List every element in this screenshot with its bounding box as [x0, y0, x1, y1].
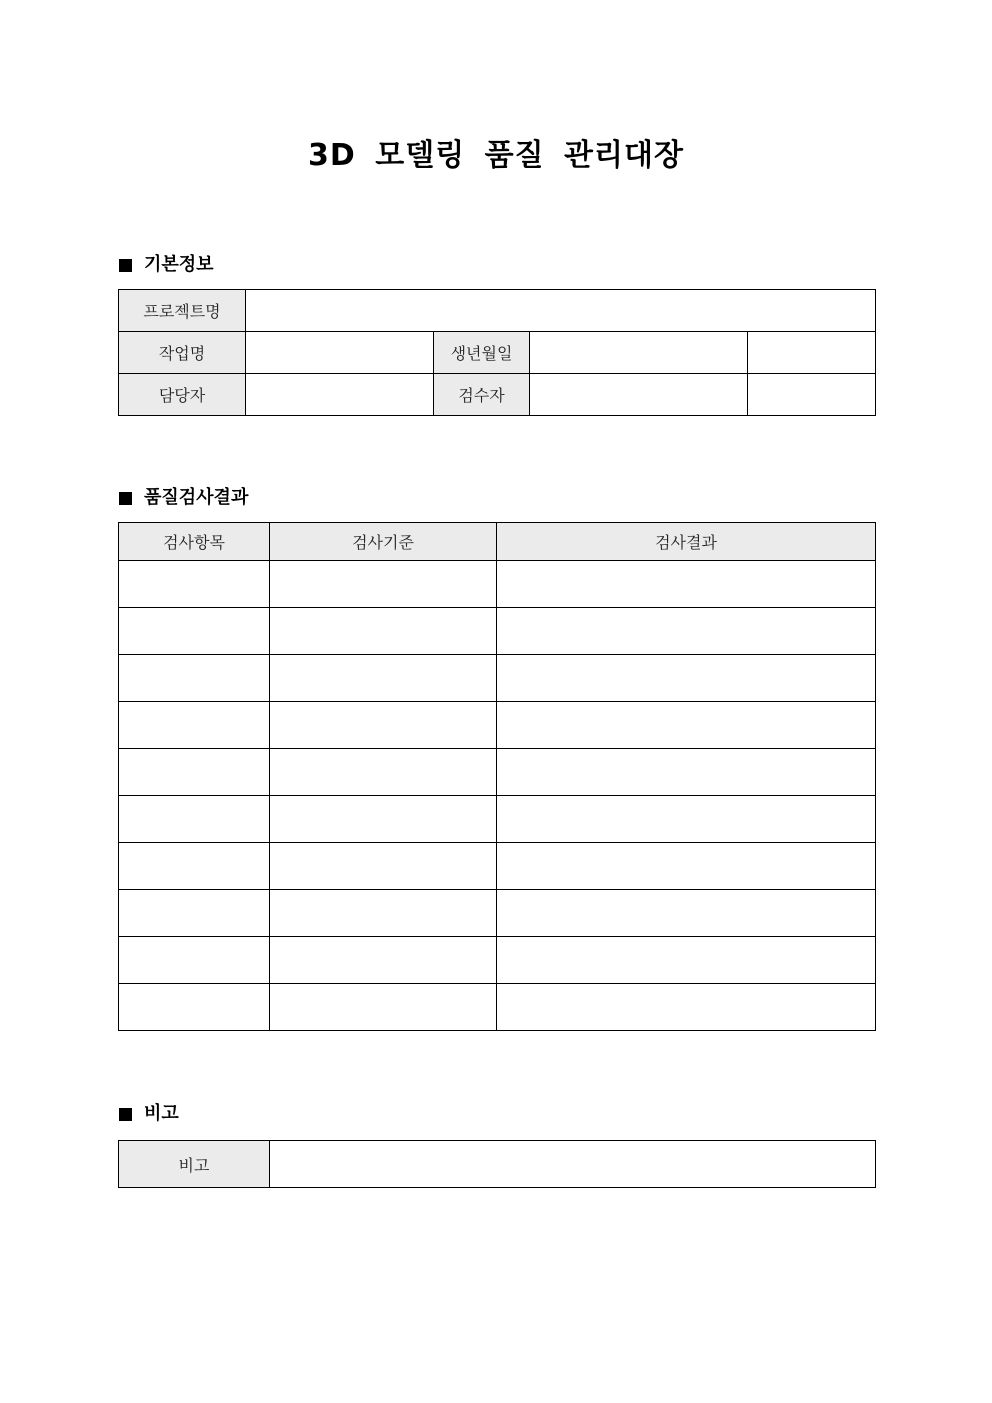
- inspector-label: 검수자: [434, 374, 530, 416]
- inspection-result-cell[interactable]: [497, 843, 876, 890]
- inspection-result-cell[interactable]: [497, 608, 876, 655]
- inspection-criteria-cell[interactable]: [270, 984, 497, 1031]
- inspection-criteria-cell[interactable]: [270, 608, 497, 655]
- section-heading-basic-info: [119, 253, 214, 277]
- section-heading-quality-results: [119, 486, 248, 510]
- task-name-field[interactable]: [246, 332, 434, 374]
- table-row: [119, 984, 876, 1031]
- birth-date-label: 생년월일: [434, 332, 530, 374]
- inspection-result-cell[interactable]: [497, 749, 876, 796]
- extra-field-2[interactable]: [748, 374, 876, 416]
- column-header-inspection-item: 검사항목: [119, 523, 270, 561]
- inspection-criteria-cell[interactable]: [270, 561, 497, 608]
- inspection-item-cell[interactable]: [119, 890, 270, 937]
- basic-info-table: [118, 289, 876, 416]
- inspection-result-cell[interactable]: [497, 561, 876, 608]
- section-heading-label: 기본정보: [144, 254, 214, 275]
- inspection-result-cell[interactable]: [497, 796, 876, 843]
- table-row: [119, 655, 876, 702]
- inspection-item-cell[interactable]: [119, 937, 270, 984]
- section-heading-label: 품질검사결과: [144, 487, 249, 508]
- table-row: [119, 1141, 876, 1188]
- remarks-table: [118, 1140, 876, 1188]
- project-name-field[interactable]: [246, 290, 876, 332]
- square-bullet-icon: [119, 259, 132, 272]
- table-row: [119, 796, 876, 843]
- birth-date-field[interactable]: [530, 332, 748, 374]
- inspection-item-cell[interactable]: [119, 796, 270, 843]
- inspection-item-cell[interactable]: [119, 984, 270, 1031]
- inspection-item-cell[interactable]: [119, 561, 270, 608]
- quality-results-table: [118, 522, 876, 1031]
- table-row: [119, 890, 876, 937]
- inspection-result-cell[interactable]: [497, 890, 876, 937]
- extra-field-1[interactable]: [748, 332, 876, 374]
- inspection-criteria-cell[interactable]: [270, 890, 497, 937]
- column-header-inspection-result: 검사결과: [497, 523, 876, 561]
- table-row: [119, 749, 876, 796]
- task-name-label: 작업명: [119, 332, 246, 374]
- inspection-criteria-cell[interactable]: [270, 843, 497, 890]
- inspection-criteria-cell[interactable]: [270, 796, 497, 843]
- remarks-field[interactable]: [270, 1141, 876, 1188]
- table-row: [119, 608, 876, 655]
- inspection-item-cell[interactable]: [119, 749, 270, 796]
- inspection-result-cell[interactable]: [497, 702, 876, 749]
- table-row: [119, 561, 876, 608]
- manager-label: 담당자: [119, 374, 246, 416]
- inspection-criteria-cell[interactable]: [270, 655, 497, 702]
- project-name-label: 프로젝트명: [119, 290, 246, 332]
- table-row: [119, 374, 876, 416]
- inspection-result-cell[interactable]: [497, 937, 876, 984]
- inspection-criteria-cell[interactable]: [270, 702, 497, 749]
- table-row: [119, 937, 876, 984]
- remarks-label: 비고: [119, 1141, 270, 1188]
- section-heading-label: 비고: [144, 1103, 179, 1124]
- table-row: [119, 290, 876, 332]
- inspection-result-cell[interactable]: [497, 655, 876, 702]
- inspection-item-cell[interactable]: [119, 608, 270, 655]
- section-heading-remarks: [119, 1102, 179, 1126]
- table-header-row: [119, 523, 876, 561]
- inspection-item-cell[interactable]: [119, 655, 270, 702]
- inspector-field[interactable]: [530, 374, 748, 416]
- table-row: [119, 843, 876, 890]
- table-row: [119, 332, 876, 374]
- table-row: [119, 702, 876, 749]
- inspection-result-cell[interactable]: [497, 984, 876, 1031]
- document-title: 3D 모델링 품질 관리대장: [308, 138, 684, 173]
- inspection-criteria-cell[interactable]: [270, 937, 497, 984]
- square-bullet-icon: [119, 492, 132, 505]
- inspection-item-cell[interactable]: [119, 843, 270, 890]
- column-header-inspection-criteria: 검사기준: [270, 523, 497, 561]
- inspection-item-cell[interactable]: [119, 702, 270, 749]
- square-bullet-icon: [119, 1108, 132, 1121]
- inspection-criteria-cell[interactable]: [270, 749, 497, 796]
- manager-field[interactable]: [246, 374, 434, 416]
